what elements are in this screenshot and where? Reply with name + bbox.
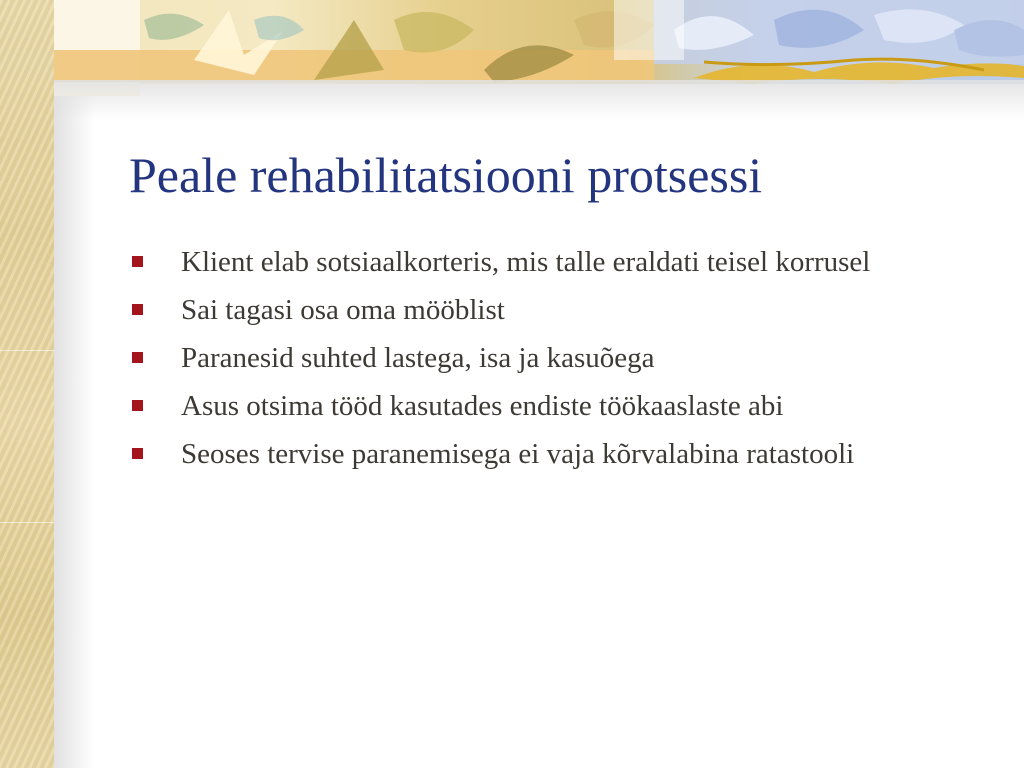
bullet-text: Paranesid suhted lastega, isa ja kasuõega — [181, 342, 655, 374]
list-item — [130, 340, 970, 376]
list-item — [130, 436, 970, 472]
square-bullet-icon — [132, 400, 143, 411]
square-bullet-icon — [132, 448, 143, 459]
bullet-list — [130, 244, 970, 484]
strip-seam — [0, 522, 54, 523]
list-item — [130, 244, 970, 280]
square-bullet-icon — [132, 352, 143, 363]
square-bullet-icon — [132, 304, 143, 315]
parchment-side-strip — [0, 0, 54, 768]
list-item — [130, 292, 970, 328]
bullet-text: Klient elab sotsiaalkorteris, mis talle eraldati teisel korrusel — [181, 246, 871, 278]
bullet-text: Asus otsima tööd kasutades endiste töökaaslaste abi — [181, 390, 784, 422]
list-item — [130, 388, 970, 424]
square-bullet-icon — [132, 256, 143, 267]
banner-shadow — [54, 80, 1024, 120]
strip-seam — [0, 350, 54, 351]
slide-title: Peale rehabilitatsiooni protsessi — [129, 147, 763, 203]
bullet-text: Sai tagasi osa oma mööblist — [181, 294, 505, 326]
bullet-text: Seoses tervise paranemisega ei vaja kõrvalabina ratastooli — [181, 438, 855, 470]
